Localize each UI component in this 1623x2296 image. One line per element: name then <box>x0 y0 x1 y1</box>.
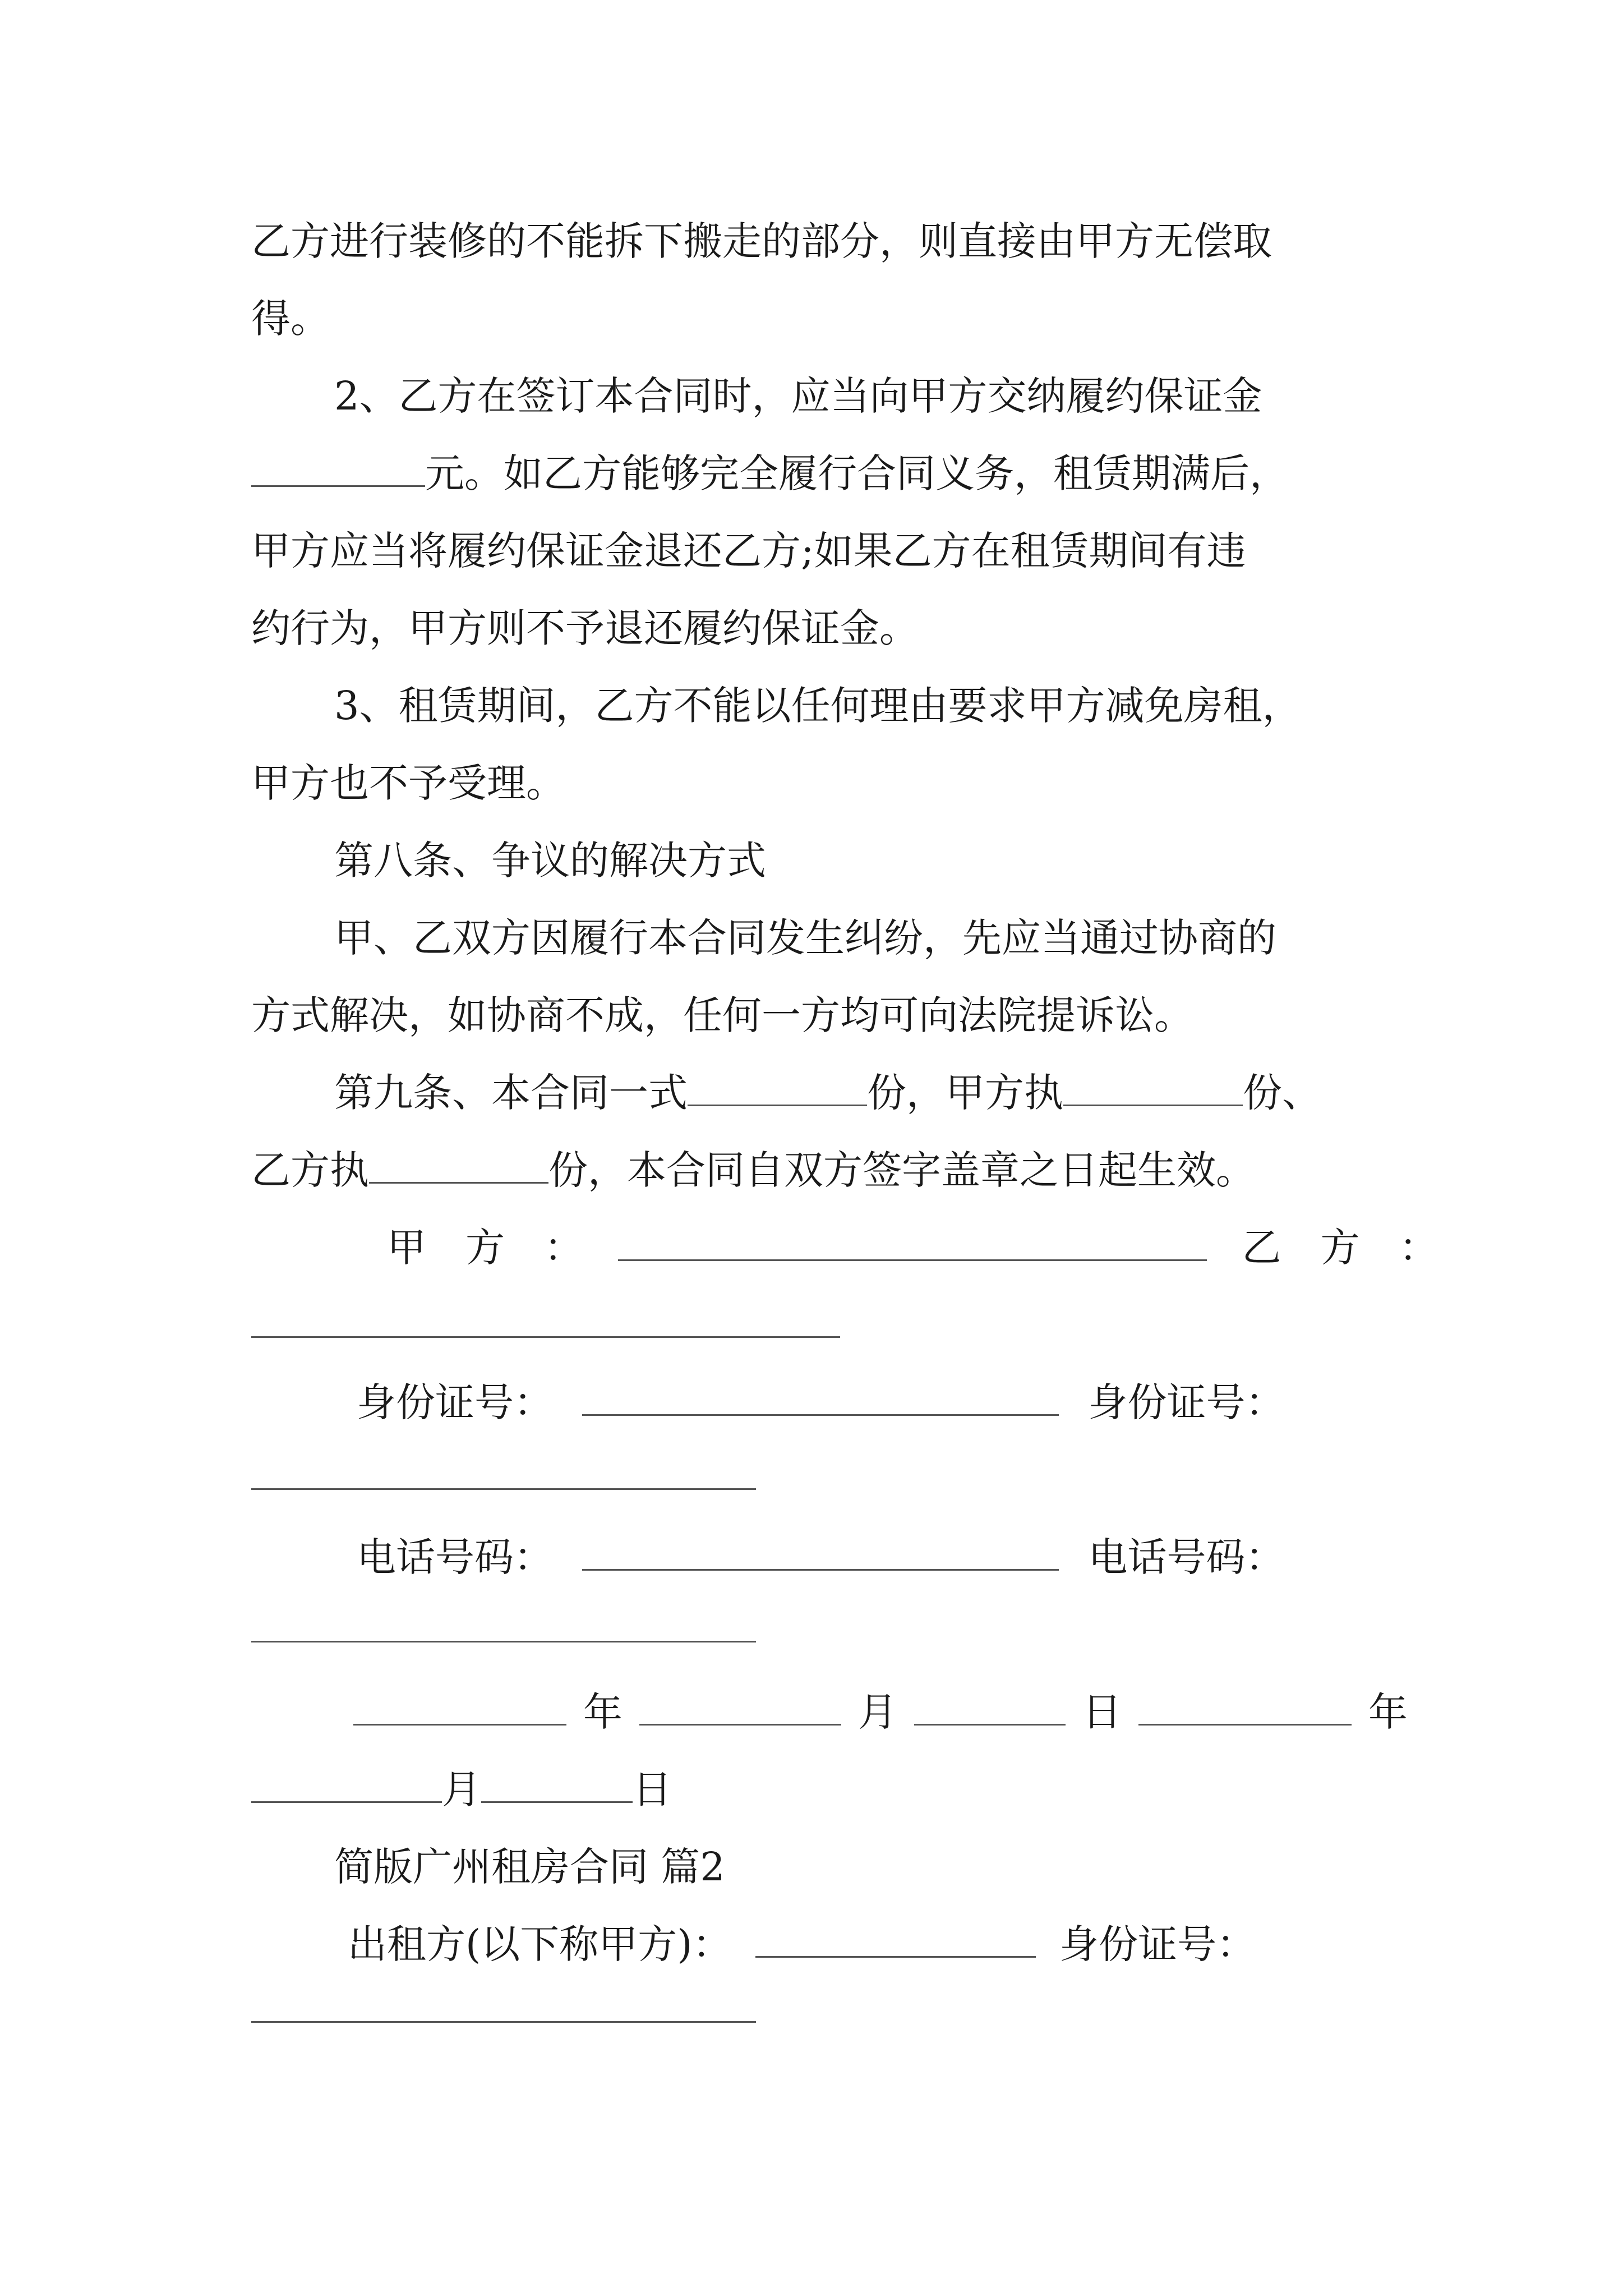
article-9-line <box>251 1131 1395 1209</box>
party-a-phone-field[interactable] <box>582 1534 1059 1571</box>
date-row <box>353 1673 1408 1751</box>
copies-total-blank[interactable] <box>688 1070 867 1106</box>
party-b-id-label: 身份证号： <box>1088 1379 1285 1425</box>
signature-row <box>387 1208 1438 1287</box>
party-b-day-field[interactable] <box>481 1766 633 1803</box>
article-9-line <box>334 1053 1395 1132</box>
clause-7-2-start: 2、乙方在签订本合同时，应当向甲方交纳履约保证金 <box>334 373 1262 419</box>
lessor-id-label: 身份证号： <box>1059 1921 1256 1967</box>
deposit-amount-blank[interactable] <box>251 450 425 487</box>
deposit-line-text: 元。如乙方能够完全履行合同义务，租赁期满后， <box>425 450 1289 496</box>
lessor-row <box>348 1905 1396 1984</box>
article-9-text: 乙方执 <box>251 1147 369 1193</box>
party-a-phone-label: 电话号码： <box>357 1534 553 1580</box>
party-b-label: 乙 方 ： <box>1242 1225 1438 1271</box>
year-label: 年 <box>583 1689 623 1735</box>
party-a-id-field[interactable] <box>582 1379 1059 1416</box>
party-b-month-field[interactable] <box>251 1766 442 1803</box>
phone-row <box>357 1518 1396 1596</box>
copies-party-a-blank[interactable] <box>1063 1070 1243 1106</box>
year-label: 年 <box>1368 1689 1408 1735</box>
date-row-continued <box>251 1750 1395 1829</box>
clause-7-3-start: 3、租赁期间，乙方不能以任何理由要求甲方减免房租， <box>334 683 1302 729</box>
lessor-label: 出租方(以下称甲方)： <box>348 1921 732 1967</box>
party-a-signature-field[interactable] <box>618 1225 1207 1261</box>
party-a-day-field[interactable] <box>914 1689 1066 1726</box>
party-a-label: 甲 方 ： <box>387 1225 583 1271</box>
section-title: 简版广州租房合同 篇2 <box>334 1844 725 1890</box>
party-a-month-field[interactable] <box>639 1689 841 1726</box>
clause-text-line: 甲方也不予受理。 <box>251 760 565 806</box>
article-9-text: 份，本合同自双方签字盖章之日起生效。 <box>548 1147 1255 1193</box>
id-row <box>357 1363 1396 1442</box>
clause-7-2-deposit-line <box>251 434 1395 513</box>
clause-text-line: 甲方应当将履约保证金退还乙方;如果乙方在租赁期间有违 <box>251 528 1246 574</box>
lessor-id-field[interactable] <box>251 2021 756 2023</box>
article-8-heading: 第八条、争议的解决方式 <box>334 838 766 884</box>
month-label: 月 <box>858 1689 897 1735</box>
clause-text-line: 约行为，甲方则不予退还履约保证金。 <box>251 605 919 651</box>
day-label: 日 <box>633 1766 672 1812</box>
party-b-signature-field[interactable] <box>251 1336 840 1338</box>
copies-party-b-blank[interactable] <box>369 1147 548 1184</box>
clause-text-line: 乙方进行装修的不能拆下搬走的部分，则直接由甲方无偿取 <box>251 218 1272 264</box>
article-8-text: 方式解决，如协商不成，任何一方均可向法院提诉讼。 <box>251 992 1193 1038</box>
day-label: 日 <box>1082 1689 1122 1735</box>
party-b-phone-label: 电话号码： <box>1088 1534 1285 1580</box>
article-9-text: 份、 <box>1243 1070 1321 1116</box>
party-b-year-field[interactable] <box>1138 1689 1352 1726</box>
party-b-phone-field[interactable] <box>251 1641 756 1642</box>
lessor-name-field[interactable] <box>755 1921 1036 1958</box>
party-b-id-field[interactable] <box>251 1488 756 1490</box>
party-a-year-field[interactable] <box>353 1689 566 1726</box>
month-label: 月 <box>442 1766 481 1812</box>
party-a-id-label: 身份证号： <box>357 1379 553 1425</box>
clause-text-line: 得。 <box>251 296 330 342</box>
article-9-text: 份，甲方执 <box>867 1070 1063 1116</box>
article-8-text: 甲、乙双方因履行本合同发生纠纷，先应当通过协商的 <box>334 915 1276 961</box>
article-9-text: 第九条、本合同一式 <box>334 1070 688 1116</box>
